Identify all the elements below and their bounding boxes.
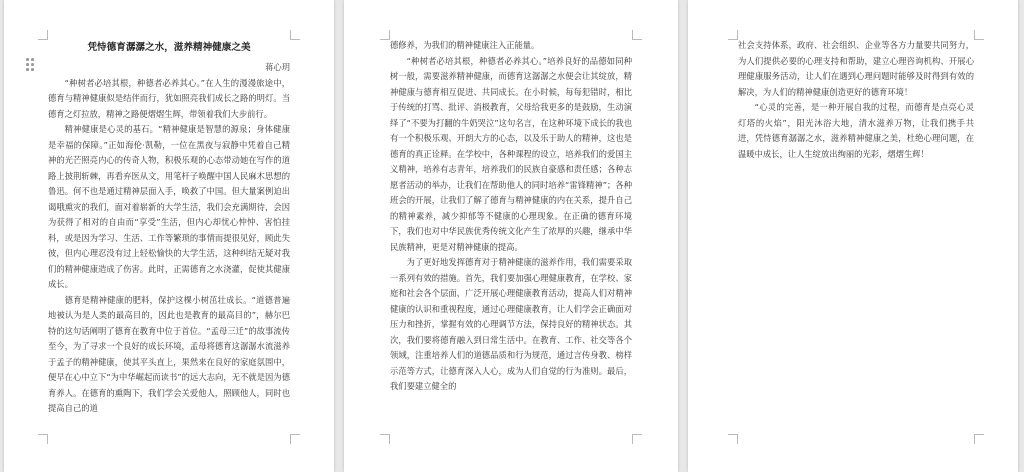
- margin-corner-marker: [974, 434, 984, 444]
- author-name: 蒋心玥: [265, 62, 290, 72]
- paragraph: 社会支持体系，政府、社会组织、企业等各方力量要共同努力，为人们提供必要的心理支持和帮助，建立心理咨询机构、开展心理健康服务活动，让人们在遇到心理问题时能够及时得到有效的解决，为人们的精神健康创造更好的德育环境！: [738, 40, 974, 97]
- margin-corner-marker: [632, 434, 642, 444]
- document-title: 凭恃德育潺潺之水，滋养精神健康之美: [87, 42, 251, 53]
- paragraph: 精神健康是心灵的基石。“精神健康是智慧的源泉；身体健康是幸福的保障。”正如海伦·凯勒，一位在黑夜与寂静中凭着自己精神的光芒照亮内心的传奇人物，积极乐观的心态带动她在写作的道路上披荆斩棘，再看弃医从文，用笔杆子唤醒中国人民麻木思想的鲁迅。何不也是通过精神层面入手，唤救了中国。但大量案例迫出谒哦熏灾的我们，面对着崭新的大学生活，我们会充满期待，会因为获得了相对的自由而“享受”生活，但内心却忧心忡忡、害怕挂科，或是因为学习、生活、工作等繁琐的事情而提很见好，顾此失彼，但内心理忍没有过上轻松愉快的大学生活，这种纠结无疑对我们的精神健康造成了伤害。此时，正需德育之水浇灌，促使其健康成长。: [48, 124, 290, 289]
- margin-corner-marker: [290, 434, 300, 444]
- margin-corner-marker: [380, 434, 390, 444]
- page-text[interactable]: [48, 40, 290, 417]
- margin-corner-marker: [290, 30, 300, 40]
- drag-handle-icon[interactable]: [26, 58, 38, 74]
- margin-corner-marker: [728, 30, 738, 40]
- paragraph: 德修养，为我们的精神健康注入正能量。: [390, 40, 540, 50]
- document-page-3[interactable]: [688, 0, 1018, 472]
- page-text[interactable]: [390, 38, 632, 395]
- page-text[interactable]: [738, 38, 974, 162]
- paragraph: “种树者必培其根，种德者必养其心。”培养良好的品德如同种树一般，需要滋养精神健康，而德育这潺潺之水便会让其绽放，精神健康与德育相互促进、共同成长。在小时候，每每犯错时，相比于传统的打骂、批评、消极教育，父母给我更多的是鼓励，生动演绎了“不要为打翻的牛奶哭泣”这句名言，在这种环境下成长的我也有一个积极乐观、开朗大方的心态，以及乐于助人的精神，这也是德育的真正诠释。在学校中，各种课程的设立，培养我们的爱国主义精神，培养有志青年，培养我们的民族自豪感和责任感；各种志愿者活动的举办，让我们在帮助他人的同时培养“雷锋精神”；各种班会的开展，让我们了解了德育与精神健康的内在关系，提升自己的精神素养，减少抑郁等不健康的心理现象。在正确的德育环境下，我们也对中华民族优秀传统文化产生了浓厚的兴趣，继承中华民族精神，更是对精神健康的提高。: [390, 55, 632, 252]
- paragraph: “种树者必培其根，种德者必养其心。”在人生的漫漫旅途中，德育与精神健康似是结伴而行，犹如照亮我们成长之路的明灯。当德育之灯拉放，精神之路便熠熠生辉，带领着我们大步前行。: [48, 77, 290, 119]
- margin-corner-marker: [728, 434, 738, 444]
- margin-corner-marker: [38, 434, 48, 444]
- document-page-1[interactable]: [4, 0, 334, 472]
- margin-corner-marker: [974, 30, 984, 40]
- margin-corner-marker: [38, 30, 48, 40]
- paragraph: 德育是精神健康的肥料，保护这棵小树茁壮成长。“道德普遍地被认为是人类的最高目的，因此也是教育的最高目的”，赫尔巴特的这句话阐明了德育在教育中位于首位。“孟母三迁”的故事流传至今，为了寻求一个良好的成长环境，孟母将德育这潺潺水流滋养于孟子的精神健康，使其平头直上，果然来在良好的家庭氛围中，便早在心中立下“为中华崛起而读书”的远大志向，无不就是因为德育养人。在德育的熏陶下，我们学会关爱他人，照顾他人，同时也提高自己的道: [48, 294, 290, 413]
- margin-corner-marker: [632, 30, 642, 40]
- paragraph: “心灵的完善，是一种开展自我的过程，而德育是点亮心灵灯塔的火焰”，阳光沐浴大地，清水滋养万物，让我们携手共进，凭恃德育潺潺之水，滋养精神健康之美，杜绝心理问题，在温暖中成长，让人生绽放出绚丽的光彩，熠熠生辉！: [738, 102, 974, 159]
- document-page-2[interactable]: [344, 0, 678, 472]
- paragraph: 为了更好地发挥德育对于精神健康的滋养作用，我们需要采取一系列有效的措施。首先，我们要加强心理健康教育，在学校、家庭和社会各个层面，广泛开展心理健康教育活动，提高人们对精神健康的认识和重视程度，通过心理健康教育，让人们学会正确面对压力和挫折，掌握有效的心理调节方法，保持良好的精神状态。其次，我们要将德育融入到日常生活中。在教育、工作、社交等各个领域，注重培养人们的道德品质和行为规范，通过言传身教、榜样示范等方式，让德育深入人心，成为人们自觉的行为准则。最后，我们要建立健全的: [390, 257, 632, 391]
- margin-corner-marker: [380, 30, 390, 40]
